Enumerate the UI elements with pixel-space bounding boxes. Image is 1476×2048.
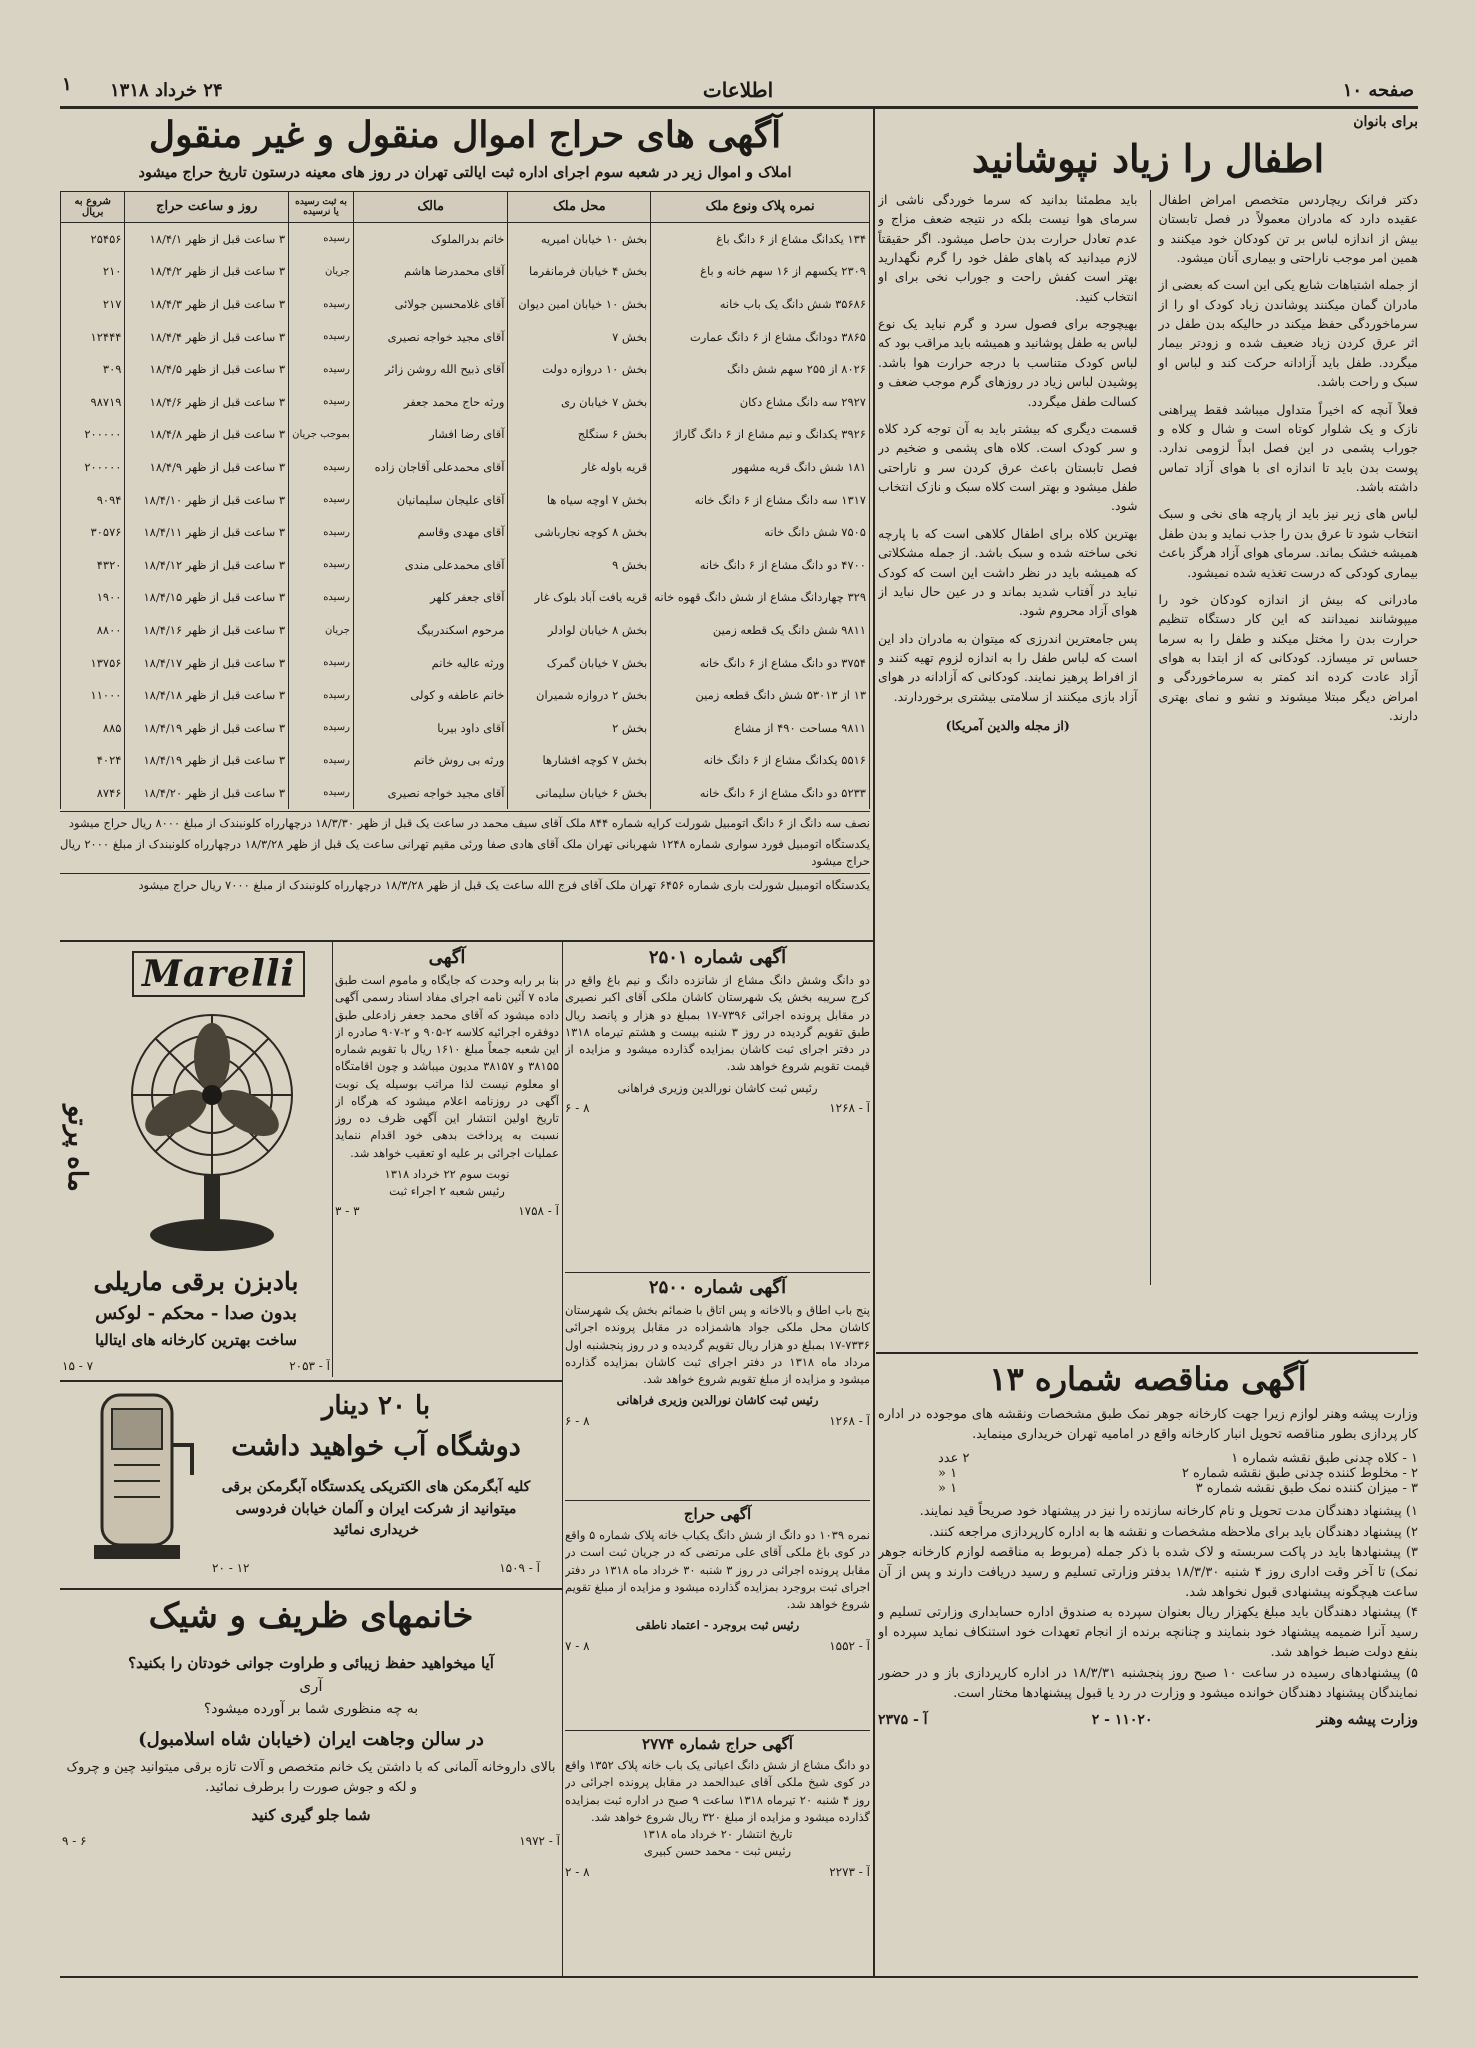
cell-owner: آقای ذبیح الله روشن زائر xyxy=(353,353,508,386)
column-label: برای بانوان xyxy=(1353,114,1418,130)
cell-start-price: ۹۸۷۱۹ xyxy=(61,386,125,419)
auction-row xyxy=(61,516,870,549)
ad-2501 xyxy=(565,945,870,1270)
beauty-question: آیا میخواهید حفظ زیبائی و طراوت جوانی خودتان را بکنید؟ xyxy=(128,1654,494,1672)
auction-row xyxy=(61,255,870,288)
issue-date: ۲۴ خرداد ۱۳۱۸ xyxy=(110,80,223,101)
ad-ref: آ - ۱۲۶۸ xyxy=(829,1413,870,1428)
cell-owner: آقای محمدعلی آقاجان زاده xyxy=(353,451,508,484)
tender-intro: وزارت پیشه وهنر لوازم زیرا جهت کارخانه جوهر نمک طبق مشخصات ونقشه های موجوده در اداره کار پردازی بطور مناقصه تحویل انبار کارخانه واقع در امامیه تهران خریداری مینماید. xyxy=(878,1407,1418,1443)
cell-registered: رسیده xyxy=(289,777,354,810)
cell-owner: خانم عاطفه و کولی xyxy=(353,679,508,712)
ad-divider xyxy=(565,1500,870,1501)
ad-ref: آ - ۱۵۵۲ xyxy=(829,1638,870,1653)
ad-code: ۸ - ۷ xyxy=(565,1638,590,1653)
ad-2774 xyxy=(565,1733,870,1973)
fan-side-text: ماه پرتو xyxy=(62,1105,92,1192)
article-paragraph: قسمت دیگری که بیشتر باید به آن توجه کرد کلاه و سر کودک است. کلاه های پشمی و ضخیم در فصل تابستان باعث عرق کردن سر و ناراحتی طفل میشود و بهتر است کلاه سبک و نازک انتخاب شود. xyxy=(878,420,1138,514)
cell-start-price: ۳۰۹ xyxy=(61,353,125,386)
fan-stem xyxy=(204,1175,220,1223)
ad-body: پنج باب اطاق و بالاخانه و پس اتاق با ضمائم بخش یک شهرستان کاشان محل ملکی جواد هاشمزاده در مقابل پرونده اجرائی ۷۳۳۶-۱۷ بمبلغ دو هزار ریال تقویم گردیده و در روز پنجشنبه اول مرداد ماه ۱۳۱۸ در دفتر اجرای ثبت کاشان بمزایده گذارده میشود و مزایده از مبلغ تقویم شروع خواهد شد. xyxy=(565,1303,870,1386)
col-header-date: روز و ساعت حراج xyxy=(125,191,289,222)
article-col-right xyxy=(1150,190,1419,1285)
cell-owner: آقای مجید خواجه نصیری xyxy=(353,777,508,810)
beauty-salon: در سالن وجاهت ایران (خیابان شاه اسلامبول) xyxy=(138,1729,484,1751)
cell-date: ۳ ساعت قبل از ظهر ۱۸/۴/۶ xyxy=(125,386,289,419)
cell-start-price: ۲۱۰ xyxy=(61,255,125,288)
cell-owner: آقای علیجان سلیمانیان xyxy=(353,483,508,516)
cell-owner: مرحوم اسکندربیگ xyxy=(353,614,508,647)
ad-office: رئیس ثبت کاشان نورالدین وزیری فراهانی xyxy=(617,1080,818,1095)
cell-start-price: ۴۳۲۰ xyxy=(61,549,125,582)
ad-title: آگهی حراج شماره ۲۷۷۴ xyxy=(642,1735,793,1753)
cell-owner: آقای مجید خواجه نصیری xyxy=(353,320,508,353)
ad-title: آگهی شماره ۲۵۰۱ xyxy=(648,947,787,968)
ad-office: رئیس شعبه ۲ اجراء ثبت xyxy=(389,1184,505,1198)
corner-mark: ۱ xyxy=(62,74,72,95)
cell-registered: جریان xyxy=(289,614,354,647)
ad-code: ۱۲ - ۲۰ xyxy=(212,1561,250,1575)
ad-code: ۷ - ۱۵ xyxy=(62,1359,94,1373)
cell-owner: آقای جعفر کلهر xyxy=(353,581,508,614)
col-header-start-price: شروع به بریال xyxy=(61,191,125,222)
cell-location: بخش ۴ خیابان فرمانفرما xyxy=(508,255,651,288)
tender-condition: ۵) پیشنهادهای رسیده در ساعت ۱۰ صبح روز پنجشنبه ۱۸/۳/۳۱ در اداره کارپردازی باز و در حضور نمایندگان پیشنهاد دهندگان خوانده میشود و وزارت در رد یا قبول پیشنهادها مختار است. xyxy=(878,1665,1418,1701)
fan-ad xyxy=(62,945,330,1380)
section-rule xyxy=(60,1380,562,1382)
cell-registered: جریان xyxy=(289,255,354,288)
cell-start-price: ۲۱۷ xyxy=(61,288,125,321)
auction-row xyxy=(61,777,870,810)
beauty-body: بالای داروخانه آلمانی که با داشتن یک خانم متخصص و آلات تازه برقی میتوانید چین و چروک و لکه و جوش صورت را برطرف نمائید. xyxy=(66,1760,556,1796)
ad-code: ۸ - ۶ xyxy=(565,1100,590,1115)
tender-ad xyxy=(878,1356,1418,1974)
women-column xyxy=(878,110,1418,1320)
ad-ref: آ - ۱۹۷۲ xyxy=(519,1833,560,1848)
article-paragraph: دکتر فرانک ریچاردس متخصص امراض اطفال عقیده دارد که مادران معمولاً در فصل تابستان بیش از اندازه لباس بر تن کودکان خود میکنند و همین امر موجب ناراحتی و بیماری آنان میشود. xyxy=(1158,191,1418,265)
auction-note: یکدستگاه اتومبیل فورد سواری شماره ۱۲۴۸ شهربانی تهران ملک آقای هادی صفا ورئی مقیم تهرانی ساعت یک قبل از ظهر ۱۸/۳/۲۸ درچهارراه کلونبندک از مبلغ ۲۰۰۰ ریال حراج میشود xyxy=(60,836,870,868)
cell-plate: ۵۵۱۶ یکدانگ مشاع از ۶ دانگ خانه xyxy=(651,744,870,777)
heater-body: کلیه آبگرمکن های الکتریکی یکدستگاه آبگرمکن برقی میتوانید از شرکت ایران و آلمان خیابان فردوسی خریداری نمائید xyxy=(221,1479,531,1539)
cell-location: بخش ۶ خیابان سلیمانی xyxy=(508,777,651,810)
tender-item xyxy=(878,1451,1418,1466)
ad-general xyxy=(335,945,559,1380)
cell-plate: ۱۳۴ یکدانگ مشاع از ۶ دانگ باغ xyxy=(651,222,870,255)
ad-divider xyxy=(565,1730,870,1731)
auction-row xyxy=(61,744,870,777)
cell-registered: رسیده xyxy=(289,712,354,745)
fan-hub xyxy=(202,1085,222,1105)
newspaper-name: اطلاعات xyxy=(702,78,774,102)
auction-row xyxy=(61,712,870,745)
ad-code: ۸ - ۶ xyxy=(565,1413,590,1428)
tender-ref: آ - ۲۳۷۵ xyxy=(878,1711,928,1728)
cell-registered: رسیده xyxy=(289,549,354,582)
auction-notes xyxy=(60,811,870,894)
cell-registered: رسیده xyxy=(289,451,354,484)
auction-row xyxy=(61,418,870,451)
auction-note: نصف سه دانگ از ۶ دانگ اتومبیل شورلت کرایه شماره ۸۴۴ ملک آقای سیف محمد در ساعت یک قبل از ظهر ۱۸/۳/۳۰ درچهارراه کلونبندک از مبلغ ۸۰۰۰ ریال حراج میشود xyxy=(68,816,870,831)
tender-condition: ۳) پیشنهادها باید در پاکت سربسته و لاک شده با ذکر جمله (مربوط به مناقصه لوازم کارخانه جوهر نمک) تا آخر وقت اداری روز ۴ شنبه ۱۸/۳/۳۰ بدفتر وزارتی تسلیم و رسید دریافت دارند و پس از آن ساعت هیچگونه پیشنهادی قبول نخواهد شد. xyxy=(878,1544,1418,1601)
col-divider-mid xyxy=(562,942,563,1976)
cell-plate: ۸۰۲۶ از ۲۵۵ سهم شش دانگ xyxy=(651,353,870,386)
auction-row xyxy=(61,451,870,484)
cell-date: ۳ ساعت قبل از ظهر ۱۸/۴/۸ xyxy=(125,418,289,451)
auction-row xyxy=(61,288,870,321)
ad-code: ۸ - ۲ xyxy=(565,1864,590,1879)
article-paragraph: مادرانی که بیش از اندازه کودکان خود را میپوشانند نمیدانند که این کار دستگاه تنظیم حرارت بدن را مختل میکند و طفل را به سرما حساس تر میسازد. کودکانی که از ابتدا به هوای آزاد عادت کرده اند کمتر به سرماخوردگی و امراض دیگر مبتلا میشوند و نشو و نمای بهتری دارند. xyxy=(1158,591,1418,724)
cell-plate: ۷۵۰۵ شش دانگ خانه xyxy=(651,516,870,549)
article-paragraph: فعلاً آنچه که اخیراً متداول میباشد فقط پیراهنی نازک و یک شلوار کوتاه است و شال و کلاه و جوراب پشمی در این فصل ابداً لزومی ندارد. پوست بدن باید تا اندازه ای با هوای آزاد تماس داشته باشد. xyxy=(1158,401,1418,495)
cell-location: بخش ۹ xyxy=(508,549,651,582)
cell-start-price: ۸۸۵ xyxy=(61,712,125,745)
col-header-registered: به ثبت رسیده یا نرسیده xyxy=(289,191,354,222)
cell-start-price: ۸۷۴۶ xyxy=(61,777,125,810)
cell-location: بخش ۸ خیابان لوادلر xyxy=(508,614,651,647)
auction-table xyxy=(60,191,870,810)
cell-plate: ۳۵۶۸۶ شش دانگ یک باب خانه xyxy=(651,288,870,321)
cell-location: بخش ۸ کوچه نجارباشی xyxy=(508,516,651,549)
ad-title: آگهی شماره ۲۵۰۰ xyxy=(648,1277,787,1298)
auction-row xyxy=(61,614,870,647)
section-rule xyxy=(60,1588,562,1590)
fan-base xyxy=(150,1219,274,1251)
cell-registered: رسیده xyxy=(289,516,354,549)
cell-owner: آقای رضا افشار xyxy=(353,418,508,451)
ad-code: ۶ - ۹ xyxy=(62,1833,87,1848)
section-rule xyxy=(60,940,873,942)
cell-owner: آقای غلامحسین جولائی xyxy=(353,288,508,321)
cell-location: بخش ۲ دروازه شمیران xyxy=(508,679,651,712)
col-header-plate: نمره پلاک ونوع ملک xyxy=(651,191,870,222)
cell-owner: آقای محمدعلی مندی xyxy=(353,549,508,582)
cell-start-price: ۲۰۰۰۰۰ xyxy=(61,451,125,484)
ad-date: تاریخ انتشار ۲۰ خرداد ماه ۱۳۱۸ xyxy=(642,1827,793,1841)
cell-plate: ۲۹۲۷ سه دانگ مشاع دکان xyxy=(651,386,870,419)
cell-registered: رسیده xyxy=(289,679,354,712)
tender-item-qty: ۱ « xyxy=(938,1466,958,1482)
tender-item-text: ۱ - کلاه چدنی طبق نقشه شماره ۱ xyxy=(1231,1451,1418,1467)
tender-item xyxy=(878,1481,1418,1496)
cell-date: ۳ ساعت قبل از ظهر ۱۸/۴/۱۹ xyxy=(125,744,289,777)
col-header-owner: مالک xyxy=(353,191,508,222)
cell-owner: آقای محمدرضا هاشم xyxy=(353,255,508,288)
auction-row xyxy=(61,549,870,582)
cell-registered: رسیده xyxy=(289,386,354,419)
beauty-title: خانمهای ظریف و شیک xyxy=(148,1596,474,1636)
tender-condition: ۱) پیشنهاد دهندگان مدت تحویل و نام کارخانه سازنده را نیز در پیشنهاد خود صریحاً قید نمایند. xyxy=(919,1504,1418,1520)
article-paragraph: بهیچوجه برای فصول سرد و گرم نباید یک نوع لباس به طفل پوشانید و همیشه باید مراقب بود که لباس کودک متناسب با درجه حرارت هوا باشد. پوشیدن لباس زیاد در روزهای گرم موجب ضعف و کسالت طفل میگردد. xyxy=(878,316,1138,409)
auction-row xyxy=(61,320,870,353)
cell-registered: بموجب جریان xyxy=(289,418,354,451)
cell-date: ۳ ساعت قبل از ظهر ۱۸/۴/۴ xyxy=(125,320,289,353)
auction-row xyxy=(61,386,870,419)
cell-start-price: ۸۸۰۰ xyxy=(61,614,125,647)
cell-owner: خانم بدرالملوک xyxy=(353,222,508,255)
col-header-location: محل ملک xyxy=(508,191,651,222)
article-title: اطفال را زیاد نپوشانید xyxy=(971,136,1325,181)
cell-start-price: ۲۵۴۵۶ xyxy=(61,222,125,255)
cell-location: بخش ۷ کوچه افشارها xyxy=(508,744,651,777)
ad-title: آگهی حراج xyxy=(683,1505,752,1523)
article-source: (از مجله والدین آمریکا) xyxy=(945,718,1070,734)
cell-location: بخش ۱۰ خیابان امیریه xyxy=(508,222,651,255)
fan-title: بادبزن برقی ماریلی xyxy=(93,1267,299,1296)
fan-brand-logo: Marelli xyxy=(132,951,305,997)
cell-start-price: ۱۳۷۵۶ xyxy=(61,646,125,679)
cell-plate: ۹۸۱۱ شش دانگ یک قطعه زمین xyxy=(651,614,870,647)
ad-body: بنا بر رابه وحدت که جایگاه و ماموم است طبق ماده ۷ آئین نامه اجرای مفاد اسناد رسمی آگهی داده میشود که آقای محمد جعفر زادعلی طبق دوفقره اجرائیه کلاسه ۲-۹۰۵ و ۲-۹۰۷ صادره از این شعبه جمعاً مبلغ ۱۶۱۰ ریال با تقویم شماره ۳۸۱۵۵ و ۳۸۱۵۷ مدیون میباشد و چون اقامتگاه او معلوم نیست لذا مراتب بوسیله یک نوبت آگهی در روزنامه اعلام میشود که هرگاه از تاریخ اولین انتشار این آگهی ظرف ده روز نسبت به پرداخت بدهی خود اقدام ننماید عملیات اجرائی بر علیه او تعقیب خواهد شد. xyxy=(335,973,559,1160)
section-rule xyxy=(876,1352,1418,1354)
article-paragraph: از جمله اشتباهات شایع یکی این است که بعضی از مادران گمان میکنند پوشاندن زیاد کودک او را از سرماخوردگی حفظ میکند در حالیکه بدن طفل در اثر عرق کردن زیاد ضعیف شده و زودتر بیمار میگردد. طفل باید آزادانه حرکت کند و لباس او سبک و راحت باشد. xyxy=(1158,277,1418,390)
cell-plate: ۳۲۹ چهاردانگ مشاع از شش دانگ قهوه خانه xyxy=(651,581,870,614)
auction-title: آگهی های حراج اموال منقول و غیر منقول xyxy=(148,114,782,156)
cell-date: ۳ ساعت قبل از ظهر ۱۸/۴/۳ xyxy=(125,288,289,321)
cell-owner: آقای مهدی وقاسم xyxy=(353,516,508,549)
cell-registered: رسیده xyxy=(289,353,354,386)
cell-plate: ۳۹۲۶ یکدانگ و نیم مشاع از ۶ دانگ گاراژ xyxy=(651,418,870,451)
article-paragraph: لباس های زیر نیز باید از پارچه های نخی و سبک انتخاب شود تا عرق بدن را جذب نماید و بدن طفل همیشه خشک بماند. سرمای هوای آزاد هرگز باعث بیماری کودکی که درست تغذیه شده نمیشود. xyxy=(1158,506,1418,580)
cell-location: بخش ۷ xyxy=(508,320,651,353)
cell-plate: ۳۸۶۵ دودانگ مشاع از ۶ دانگ عمارت xyxy=(651,320,870,353)
fan-blade xyxy=(210,1080,287,1145)
cell-owner: آقای داود بیربا xyxy=(353,712,508,745)
auction-row xyxy=(61,679,870,712)
tender-condition: ۴) پیشنهاد دهندگان باید مبلغ یکهزار ریال بعنوان سپرده به صندوق اداره حسابداری وزارتی تسلیم و رسید آنرا ضمیمه پیشنهاد خود بنمایند و چنانچه برنده از انجام تعهدات خود استنکاف نماید سپرده او بنفع دولت ضبط خواهد شد. xyxy=(878,1605,1418,1661)
cell-plate: ۱۳ از ۵۳۰۱۳ شش دانگ قطعه زمین xyxy=(651,679,870,712)
cell-date: ۳ ساعت قبل از ظهر ۱۸/۴/۲ xyxy=(125,255,289,288)
cell-location: بخش ۶ سنگلج xyxy=(508,418,651,451)
cell-start-price: ۲۰۰۰۰۰ xyxy=(61,418,125,451)
tender-items xyxy=(878,1451,1418,1496)
column-divider xyxy=(873,108,875,1976)
ad-body: دو دانگ مشاع از شش دانگ اعیانی یک باب خانه پلاک ۱۳۵۲ واقع در کوی شیخ ملکی آقای عبدالحمد در مقابل پرونده اجرائی در روز ۴ شنبه ۲۰ تیرماه ۱۳۱۸ ساعت ۹ صبح در اداره ثبت بمزایده گذارده میشود و مزایده از مبلغ ۳۲۰ ریال شروع خواهد شد. xyxy=(565,1758,870,1824)
heater-subtitle: دوشگاه آب خواهید داشت xyxy=(231,1431,521,1462)
fan-blade xyxy=(194,1023,230,1091)
fan-tagline: بدون صدا - محکم - لوکس xyxy=(95,1303,297,1324)
tender-item-text: ۲ - مخلوط کننده چدنی طبق نقشه شماره ۲ xyxy=(1181,1466,1418,1482)
col-divider-left xyxy=(332,942,333,1377)
auction-row xyxy=(61,646,870,679)
cell-plate: ۳۷۵۴ دو دانگ مشاع از ۶ دانگ خانه xyxy=(651,646,870,679)
cell-date: ۳ ساعت قبل از ظهر ۱۸/۴/۹ xyxy=(125,451,289,484)
ad-ref: آ - ۱۷۵۸ xyxy=(518,1204,559,1219)
tender-item-qty: ۱ « xyxy=(938,1481,958,1497)
ad-ref: آ - ۱۵۰۹ xyxy=(499,1561,540,1575)
cell-date: ۳ ساعت قبل از ظهر ۱۸/۴/۱۶ xyxy=(125,614,289,647)
cell-start-price: ۹۰۹۴ xyxy=(61,483,125,516)
fan-blade xyxy=(138,1080,215,1145)
cell-location: بخش ۲ xyxy=(508,712,651,745)
cell-location: بخش ۷ خیابان ری xyxy=(508,386,651,419)
ad-date: نوبت سوم ۲۲ خرداد ۱۳۱۸ xyxy=(384,1166,510,1181)
beauty-call: شما جلو گیری کنید xyxy=(251,1806,371,1825)
cell-plate: ۹۸۱۱ مساحت ۴۹۰ از مشاع xyxy=(651,712,870,745)
cell-owner: ورثه عالیه خانم xyxy=(353,646,508,679)
cell-owner: ورثه حاج محمد جعفر xyxy=(353,386,508,419)
beauty-answer: آری xyxy=(299,1677,323,1696)
tender-item-text: ۳ - میزان کننده نمک طبق نقشه شماره ۳ xyxy=(1195,1481,1418,1497)
cell-registered: رسیده xyxy=(289,646,354,679)
ad-office: رئیس ثبت - محمد حسن کبیری xyxy=(643,1844,792,1859)
cell-plate: ۴۷۰۰ دو دانگ مشاع از ۶ دانگ خانه xyxy=(651,549,870,582)
cell-date: ۳ ساعت قبل از ظهر ۱۸/۴/۱۰ xyxy=(125,483,289,516)
cell-date: ۳ ساعت قبل از ظهر ۱۸/۴/۱۷ xyxy=(125,646,289,679)
ad-divider xyxy=(565,1272,870,1273)
ad-body: نمره ۱۰۳۹ دو دانگ از شش دانگ یکباب خانه پلاک شماره ۵ واقع در کوی باغ ملکی آقای علی مرتضی که در جریان ثبت است در مقابل پرونده اجرائی در روز ۳ شنبه ۳۰ خرداد ماه ۱۳۱۸ در دفتر اجرای ثبت بروجرد بمزایده گذارده میشود و مزایده از مبلغ تقویم شروع خواهد شد. xyxy=(565,1528,870,1611)
auction-row xyxy=(61,581,870,614)
cell-date: ۳ ساعت قبل از ظهر ۱۸/۴/۱ xyxy=(125,222,289,255)
cell-plate: ۵۲۳۳ دو دانگ مشاع از ۶ دانگ خانه xyxy=(651,777,870,810)
cell-plate: ۱۸۱ شش دانگ قریه مشهور xyxy=(651,451,870,484)
auction-row xyxy=(61,483,870,516)
cell-owner: ورثه بی روش خانم xyxy=(353,744,508,777)
cell-date: ۳ ساعت قبل از ظهر ۱۸/۴/۱۵ xyxy=(125,581,289,614)
auction-row xyxy=(61,353,870,386)
tender-number: ۱۱۰۲۰ - ۲ xyxy=(1091,1711,1153,1728)
auction-note: یکدستگاه اتومبیل شورلت باری شماره ۶۴۵۶ تهران ملک آقای فرج الله ساعت یک قبل از ظهر ۱۸/۳/۲۸ درچهارراه کلونبندک از مبلغ ۷۰۰۰ ریال حراج میشود xyxy=(60,873,870,894)
article-paragraph: بهترین کلاه برای اطفال کلاهی است که با پارچه نخی ساخته شده و سبک باشد. از جمله مشکلاتی که همیشه باید در نظر داشت این است که کودک نباید در آفتاب شدید بماند و در عین حال نباید از هوای آزاد محروم شود. xyxy=(878,525,1138,619)
heater-illustration xyxy=(72,1385,202,1575)
cell-location: بخش ۷ اوچه سیاه ها xyxy=(508,483,651,516)
cell-plate: ۲۳۰۹ یکسهم از ۱۶ سهم خانه و باغ xyxy=(651,255,870,288)
article-paragraph: پس جامعترین اندرزی که میتوان به مادران داد این است که لباس طفل را به اندازه لزوم تهیه کنند و از افراط پرهیز نمایند. کودکانی که آزادانه در هوای آزاد بازی میکنند از سلامتی بیشتری برخوردارند. xyxy=(878,630,1138,704)
ad-title: آگهی xyxy=(428,947,466,968)
ad-ref: آ - ۲۰۵۳ xyxy=(289,1359,330,1373)
cell-registered: رسیده xyxy=(289,581,354,614)
tender-sign: وزارت پیشه وهنر xyxy=(1316,1711,1418,1728)
tender-condition: ۲) پیشنهاد دهندگان باید برای ملاحظه مشخصات و نقشه ها به اداره کارپردازی مراجعه کنند. xyxy=(929,1524,1418,1540)
ad-office: رئیس ثبت کاشان نورالدین وزیری فراهانی xyxy=(616,1393,819,1408)
heater-ad xyxy=(62,1385,560,1585)
cell-location: بخش ۱۰ خیابان امین دیوان xyxy=(508,288,651,321)
cell-date: ۳ ساعت قبل از ظهر ۱۸/۴/۱۸ xyxy=(125,679,289,712)
page-number: صفحه ۱۰ xyxy=(1342,80,1414,101)
cell-start-price: ۱۲۴۴۴ xyxy=(61,320,125,353)
cell-plate: ۱۳۱۷ سه دانگ مشاع از ۶ دانگ خانه xyxy=(651,483,870,516)
fan-illustration xyxy=(112,1005,312,1260)
cell-registered: رسیده xyxy=(289,320,354,353)
cell-registered: رسیده xyxy=(289,288,354,321)
article-paragraph: باید مطمئنا بدانید که سرما خوردگی ناشی از سرمای هوا نیست بلکه در نتیجه ضعف مزاج و عدم تعادل حرارت بدن حاصل میشود. اگر حقیقتاً لازم میدانید که پاهای طفل خود را گرم نگهدارید بهتر است کفش راحت و جوراب نخی برای او انتخاب کنید. xyxy=(878,191,1138,304)
cell-registered: رسیده xyxy=(289,222,354,255)
heater-title: با ۲۰ دینار xyxy=(321,1391,431,1421)
cell-start-price: ۱۹۰۰ xyxy=(61,581,125,614)
cell-start-price: ۳۰۵۷۶ xyxy=(61,516,125,549)
beauty-ad xyxy=(62,1592,560,1976)
cell-registered: رسیده xyxy=(289,483,354,516)
ad-body: دو دانگ وشش دانگ مشاع از شانزده دانگ و نیم باغ واقع در کرج سریبه بخش یک شهرستان کاشان ملکی آقای اکبر نصیری در مقابل پرونده اجرائی ۷۳۹۶-۱۷ بمبلغ دو هزار و پانصد ریال طبق تقویم گردیده در روز ۳ شنبه بیست و هشتم تیرماه ۱۳۱۸ در دفتر اجرای ثبت کاشان بمزایده گذارده میشود و مزایده از قیمت تقویم شروع خواهد شد. xyxy=(565,973,870,1074)
cell-start-price: ۱۱۰۰۰ xyxy=(61,679,125,712)
article-col-left xyxy=(878,190,1138,1285)
auction-subtitle: املاک و اموال زیر در شعبه سوم اجرای اداره ثبت ایالتی تهران در روز های معینه درستون تاریخ حراج میشود xyxy=(138,163,792,181)
ad-code: ۳ - ۳ xyxy=(335,1204,360,1219)
cell-registered: رسیده xyxy=(289,744,354,777)
tender-item-qty: ۲ عدد xyxy=(938,1451,970,1467)
cell-date: ۳ ساعت قبل از ظهر ۱۸/۴/۱۲ xyxy=(125,549,289,582)
cell-date: ۳ ساعت قبل از ظهر ۱۸/۴/۱۹ xyxy=(125,712,289,745)
beauty-question2: به چه منظوری شما بر آورده میشود؟ xyxy=(203,1700,419,1717)
cell-start-price: ۴۰۲۴ xyxy=(61,744,125,777)
ad-1039 xyxy=(565,1503,870,1728)
cell-location: بخش ۷ خیابان گمرک xyxy=(508,646,651,679)
cell-date: ۳ ساعت قبل از ظهر ۱۸/۴/۲۰ xyxy=(125,777,289,810)
cell-location: بخش ۱۰ دروازه دولت xyxy=(508,353,651,386)
cell-location: قریه یافت آباد بلوک غار xyxy=(508,581,651,614)
auction-section xyxy=(60,110,870,940)
cell-date: ۳ ساعت قبل از ظهر ۱۸/۴/۵ xyxy=(125,353,289,386)
bottom-rule xyxy=(60,1976,1418,1978)
ad-ref: آ - ۲۲۷۳ xyxy=(829,1864,870,1879)
ad-office: رئیس ثبت بروجرد - اعتماد ناطقی xyxy=(635,1618,800,1633)
cell-location: قریه باوله غار xyxy=(508,451,651,484)
auction-row xyxy=(61,222,870,255)
ad-ref: آ - ۱۲۶۸ xyxy=(829,1100,870,1115)
tender-item xyxy=(878,1466,1418,1481)
cell-date: ۳ ساعت قبل از ظهر ۱۸/۴/۱۱ xyxy=(125,516,289,549)
tender-title: آگهی مناقصه شماره ۱۳ xyxy=(989,1360,1307,1398)
masthead-rule xyxy=(60,106,1418,109)
fan-maker: ساخت بهترین کارخانه های ایتالیا xyxy=(95,1331,297,1349)
